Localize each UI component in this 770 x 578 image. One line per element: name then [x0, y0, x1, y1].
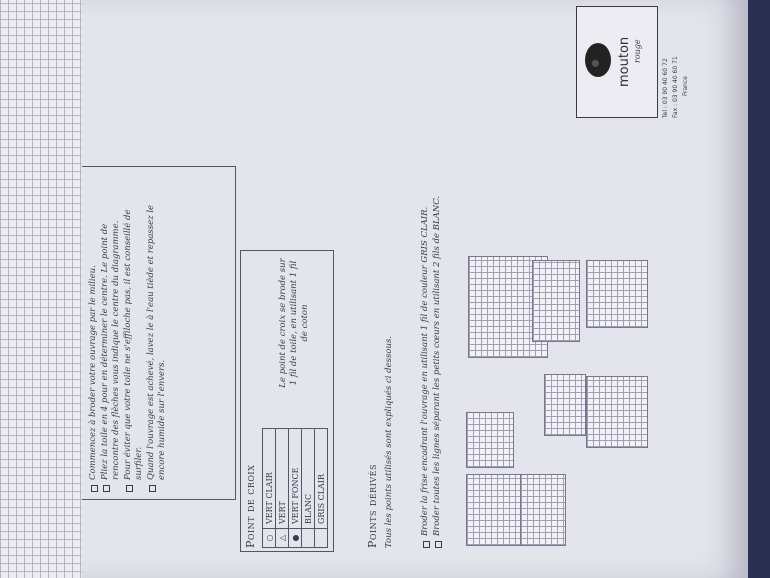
stitch-diagram	[520, 474, 566, 546]
instructions-list	[88, 182, 169, 492]
legend-symbol: ○	[263, 529, 276, 548]
brand-tel: Tel : 03 90 40 60 72	[662, 58, 669, 118]
derived-instruction-item: Broder toutes les lignes séparant les petits cœurs en utilisant 2 fils de BLANC.	[432, 128, 443, 548]
derived-instructions-list	[420, 128, 444, 548]
brand-sub: rouge	[633, 39, 642, 63]
sheep-icon	[585, 43, 611, 77]
derived-instruction-item: Broder la frise encadrant l'ouvrage en utilisant 1 fil de couleur GRIS CLAIR.	[420, 128, 431, 548]
stitch-diagram	[586, 376, 648, 448]
stitch-diagram	[586, 260, 648, 328]
instruction-item: Commencez à broder votre ouvrage par le milieu.	[88, 182, 99, 492]
instruction-item: Pliez la toile en 4 pour en déterminer le centre. Le point de rencontre des flèches vous indique le centre du diagramme.	[100, 182, 122, 492]
instruction-item: Pour éviter que votre toile ne s'effiloche pas, il est conseillé de surfiler.	[123, 182, 145, 492]
cross-stitch-title: Point de croix	[244, 464, 257, 548]
stitch-diagram	[532, 260, 580, 342]
stitch-diagram	[466, 412, 514, 468]
sheet-content	[4, 0, 748, 578]
derived-stitches-subtitle: Tous les points utilisés sont expliqués ci dessous.	[384, 335, 394, 548]
legend-color-name: GRIS CLAIR	[315, 429, 328, 529]
brand-country: France	[682, 76, 689, 96]
brand-logo	[576, 6, 658, 118]
legend-color-name: BLANC	[302, 429, 315, 529]
derived-stitches-title: Points dérivés	[366, 464, 379, 548]
legend-color-name: VERT	[276, 429, 289, 529]
cross-stitch-chart	[0, 0, 82, 578]
legend-symbol: ●	[289, 529, 302, 548]
brand-name: mouton	[617, 36, 632, 87]
legend-symbol: △	[276, 529, 289, 548]
stitch-diagram	[544, 374, 586, 436]
instruction-item: Quand l'ouvrage est achevé, lavez le à l'eau tiède et repassez le encore humide sur l'envers.	[146, 182, 168, 492]
brand-fax: Fax : 03 90 40 60 71	[672, 56, 679, 118]
legend-color-name: VERT FONCE	[289, 429, 302, 529]
legend-color-name: VERT CLAIR	[263, 429, 276, 529]
cross-stitch-note: Le point de croix se brode sur 1 fil de toile, en utilisant 1 fil de coton	[278, 258, 310, 388]
